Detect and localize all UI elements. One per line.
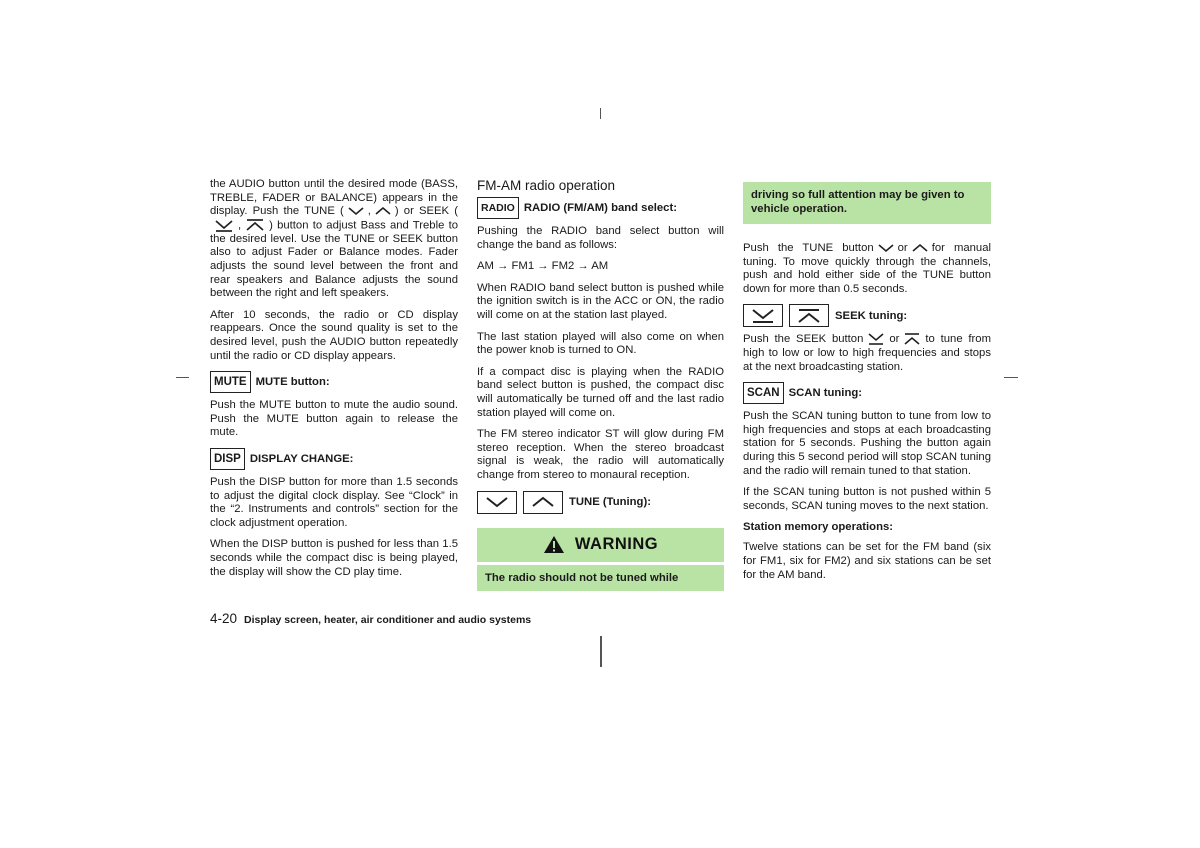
seek-down-icon: [866, 333, 886, 345]
crop-mark-top: [600, 108, 601, 119]
tune-down-key-icon: [477, 491, 517, 514]
crop-mark-right: [1004, 377, 1018, 378]
audio-mode-paragraph: the AUDIO button until the desired mode (BASS, TREBLE, FADER or BALANCE) appears in the display. Push the TUNE ( , ) or SEEK (, ) button to adjust Bass and Treble to the desired level. Use the TUNE or SEEK button also to adjust Fader or Balance modes. Fader adjusts the sound level between the front and rear speakers and Balance adjusts the sound between the right and left speakers.: [210, 178, 458, 300]
seek-or: or: [889, 333, 900, 346]
scan-paragraph-2: If the SCAN tuning button is not pushed within 5 seconds, SCAN tuning moves to the next station.: [743, 486, 991, 512]
memory-heading: Station memory operations:: [743, 521, 894, 534]
seek-up-icon: [244, 219, 266, 232]
seek-down-icon: [213, 219, 235, 232]
tune-or: or: [897, 242, 908, 254]
display-reappear-paragraph: After 10 seconds, the radio or CD display reappears. Once the sound quality is set to the desired level, push the AUDIO button repeatedly until the radio or CD display appears.: [210, 308, 458, 362]
seek-text-a: Push the SEEK button: [743, 333, 864, 346]
column-middle: [477, 178, 724, 591]
radio-key-icon: RADIO: [477, 197, 519, 219]
tune-up-icon: [374, 206, 392, 216]
band-change-paragraph: Pushing the RADIO band select button will change the band as follows:: [477, 225, 724, 251]
radio-heading-label: RADIO (FM/AM) band select:: [523, 202, 677, 214]
scan-heading-label: SCAN tuning:: [788, 387, 863, 400]
mute-heading: [210, 371, 458, 393]
disp-key-icon: DISP: [210, 448, 245, 470]
power-knob-paragraph: The last station played will also come on when the power knob is turned to ON.: [477, 330, 724, 357]
scan-key-icon: SCAN: [743, 382, 784, 404]
seek-text-b: to tune from high to low or low to high frequencies and stops at the next broadcasting station.: [743, 333, 992, 373]
column-left: [210, 178, 458, 587]
tune-up-key-icon: [523, 491, 563, 514]
mute-key-icon: MUTE: [210, 371, 251, 393]
column-right: [743, 184, 991, 590]
compact-disc-paragraph: If a compact disc is playing when the RADIO band select button is pushed, the compact disc will automatically be turned off and the last radio station played will come on.: [477, 365, 724, 419]
stereo-paragraph: The FM stereo indicator ST will glow during FM stereo reception. When the stereo broadcast signal is weak, the radio will automatically change from stereo to monaural reception.: [477, 428, 724, 481]
warning-banner: [477, 528, 724, 562]
tune-down-icon: [347, 206, 365, 216]
tune-up-icon: [911, 243, 929, 253]
seek-down-key-icon: [743, 304, 783, 327]
seek-heading: [743, 304, 991, 327]
tune-heading-label: TUNE (Tuning):: [569, 496, 651, 508]
disp-heading: [210, 448, 458, 470]
radio-heading: [477, 197, 724, 219]
warning-triangle-icon: [543, 535, 565, 554]
chapter-title: Display screen, heater, air conditioner and audio systems: [244, 614, 532, 626]
warning-text: The radio should not be tuned while: [477, 565, 724, 591]
warning-continuation: driving so full attention may be given to vehicle operation.: [743, 182, 991, 224]
scan-paragraph-1: Push the SCAN tuning button to tune from low to high frequencies and stops at each broadcasting station for 5 seconds. Pushing the button again during this 5 second period will stop SCAN tuning and the radio will remain tuned to that station.: [743, 410, 991, 477]
mute-heading-label: MUTE button:: [255, 376, 330, 389]
audio-text-a: the AUDIO button until the desired mode (BASS, TREBLE, FADER or BALANCE) appears in the display. Push the TUNE (: [210, 178, 458, 218]
page-footer: [210, 611, 531, 626]
seek-heading-label: SEEK tuning:: [835, 309, 908, 322]
page-number: 4-20: [210, 611, 238, 626]
tune-paragraph: [743, 242, 991, 296]
tune-text-b: for manual tuning. To move quickly through the channels, push and hold either side of the TUNE button down for more than 0.5 seconds.: [743, 242, 991, 295]
tune-text-a: Push the TUNE button: [743, 242, 874, 254]
scan-heading: [743, 382, 991, 404]
crop-mark-bottom: [600, 636, 602, 667]
warning-title: WARNING: [574, 535, 659, 553]
band-sequence: AM → FM1 → FM2 → AM: [477, 260, 609, 273]
disp-heading-label: DISPLAY CHANGE:: [249, 452, 354, 465]
mute-paragraph: Push the MUTE button to mute the audio sound. Push the MUTE button again to release the mute.: [210, 399, 458, 439]
audio-text-c: ) button to adjust Bass and Treble to the desired level. Use the TUNE or SEEK button also to adjust Fader or Balance modes. Fader adjusts the sound level between the front and rear speakers and Balance adjusts the sound between the right and left speakers.: [210, 219, 458, 300]
disp-paragraph-1: Push the DISP button for more than 1.5 seconds to adjust the digital clock display. See “Clock” in the “2. Instruments and controls” section for the clock adjustment operation.: [210, 475, 458, 529]
seek-up-key-icon: [789, 304, 829, 327]
disp-paragraph-2: When the DISP button is pushed for less than 1.5 seconds while the compact disc is being played, the display will show the CD play time.: [210, 538, 458, 578]
memory-paragraph: Twelve stations can be set for the FM band (six for FM1, six for FM2) and six stations can be set for the AM band.: [743, 541, 991, 581]
seek-up-icon: [902, 333, 922, 345]
tune-heading: [477, 491, 724, 514]
ignition-paragraph: When RADIO band select button is pushed while the ignition switch is in the ACC or ON, the radio will come on at the station last played.: [477, 281, 724, 321]
seek-paragraph: [743, 333, 991, 374]
tune-down-icon: [877, 243, 895, 253]
audio-text-b: ) or SEEK (: [394, 205, 458, 218]
crop-mark-left: [176, 377, 189, 378]
section-title: FM-AM radio operation: [477, 178, 616, 193]
